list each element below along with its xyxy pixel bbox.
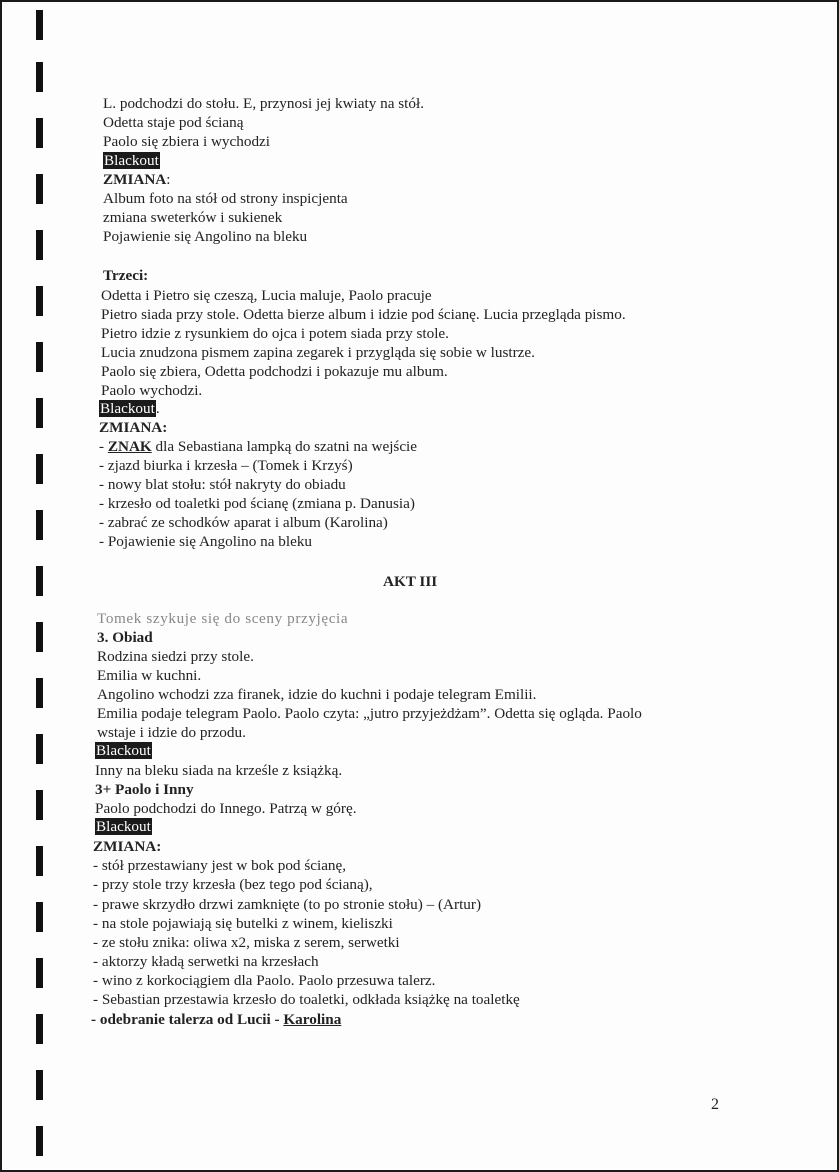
list-item: - przy stole trzy krzesła (bez tego pod ścianą),: [93, 876, 373, 893]
text-line: Lucia znudzona pismem zapina zegarek i przygląda się sobie w lustrze.: [101, 344, 535, 361]
zmiana-heading: ZMIANA:: [93, 838, 162, 855]
text-line: Emilia podaje telegram Paolo. Paolo czyta: „jutro przyjeżdżam”. Odetta się ogląda. Paolo: [97, 705, 642, 722]
list-item: - wino z korkociągiem dla Paolo. Paolo przesuwa talerz.: [93, 972, 436, 989]
text-line: Pietro idzie z rysunkiem do ojca i potem siada przy stole.: [101, 325, 449, 342]
text-line: Pojawienie się Angolino na bleku: [103, 228, 308, 245]
list-item: - aktorzy kładą serwetki na krzesłach: [93, 953, 319, 970]
blackout-label: Blackout: [96, 742, 151, 759]
final-item: [91, 1010, 341, 1029]
text-line: wstaje i idzie do przodu.: [97, 724, 246, 741]
document-body: [2, 2, 837, 1170]
scene-heading: 3+ Paolo i Inny: [95, 781, 194, 798]
list-item: - ze stołu znika: oliwa x2, miska z serem, serwetki: [93, 934, 400, 951]
text-line: Paolo wychodzi.: [101, 382, 203, 399]
text-line: Angolino wchodzi zza firanek, idzie do kuchni i podaje telegram Emilii.: [97, 686, 537, 703]
list-item: - nowy blat stołu: stół nakryty do obiadu: [99, 476, 346, 493]
text-line: Paolo się zbiera i wychodzi: [103, 133, 271, 150]
blackout-line: [95, 741, 152, 760]
section-heading: Trzeci:: [103, 267, 149, 284]
blackout-line: [99, 399, 160, 418]
znak-word: ZNAK: [107, 438, 152, 455]
final-item-text: - odebranie talerza od Lucii -: [91, 1011, 284, 1028]
zmiana-heading: ZMIANA:: [99, 419, 168, 436]
list-item: - zabrać ze schodków aparat i album (Karolina): [99, 514, 388, 531]
act-title: AKT III: [383, 573, 438, 590]
znak-line: [99, 437, 417, 456]
text-line: L. podchodzi do stołu. E, przynosi jej kwiaty na stół.: [103, 95, 424, 112]
blackout-label: Blackout: [96, 818, 151, 835]
text-line: Rodzina siedzi przy stole.: [97, 648, 254, 665]
text-line: Paolo się zbiera, Odetta podchodzi i pokazuje mu album.: [101, 363, 448, 380]
zmiana-label: ZMIANA: [103, 171, 167, 188]
zmiana-heading: [103, 170, 171, 189]
text-line: Odetta i Pietro się czeszą, Lucia maluje, Paolo pracuje: [101, 287, 432, 304]
list-item: - na stole pojawiają się butelki z winem, kieliszki: [93, 915, 393, 932]
list-dash: -: [99, 438, 108, 455]
text-line: Album foto na stół od strony inspicjenta: [103, 190, 348, 207]
blackout-line: [103, 151, 160, 170]
text-line: Pietro siada przy stole. Odetta bierze album i idzie pod ścianę. Lucia przegląda pismo.: [101, 306, 626, 323]
text-line: Emilia w kuchni.: [97, 667, 202, 684]
list-item: - Sebastian przestawia krzesło do toaletki, odkłada książkę na toaletkę: [93, 991, 520, 1008]
blackout-line: [95, 817, 152, 836]
text-line: zmiana sweterków i sukienek: [103, 209, 283, 226]
text-line: Inny na bleku siada na krześle z książką.: [95, 762, 343, 779]
blackout-suffix: .: [155, 400, 160, 417]
page-number: 2: [711, 1096, 719, 1113]
znak-rest: dla Sebastiana lampką do szatni na wejście: [151, 438, 418, 455]
list-item: - stół przestawiany jest w bok pod ścianę,: [93, 857, 347, 874]
final-item-name: Karolina: [283, 1011, 342, 1028]
list-item: - krzesło od toaletki pod ścianę (zmiana p. Danusia): [99, 495, 415, 512]
blackout-label: Blackout: [104, 152, 159, 169]
scene-heading: 3. Obiad: [97, 629, 153, 646]
text-line: Odetta staje pod ścianą: [103, 114, 244, 131]
list-item: - Pojawienie się Angolino na bleku: [99, 533, 313, 550]
blackout-label: Blackout: [100, 400, 155, 417]
list-item: - zjazd biurka i krzesła – (Tomek i Krzyś): [99, 457, 353, 474]
zmiana-colon: :: [166, 171, 171, 188]
handwritten-note: Tomek szykuje się do sceny przyjęcia: [97, 610, 349, 627]
list-item: - prawe skrzydło drzwi zamknięte (to po stronie stołu) – (Artur): [93, 896, 482, 913]
text-line: Paolo podchodzi do Innego. Patrzą w górę.: [95, 800, 357, 817]
